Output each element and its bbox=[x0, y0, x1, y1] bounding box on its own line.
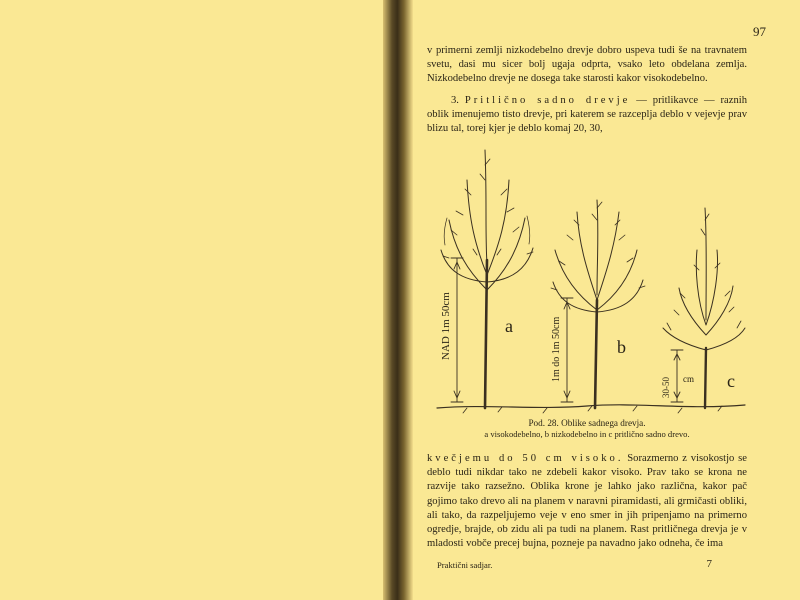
paragraph-2-prefix: 3. bbox=[451, 95, 465, 106]
paragraph-1: v primerni zemlji nizkodebelno drevje dobro uspeva tudi še na travnatem svetu, dasi mu sicer bolj ugaja odprta, vsako leto obdelana zemlja. Nizkodebelno drevje ne dosega take starosti kakor visokodebelno. bbox=[427, 45, 747, 85]
height-label-b: 1m do 1m 50cm bbox=[551, 316, 562, 382]
figure-caption-subtitle: a visokodebelno, b nizkodebelno in c pritlično sadno drevo. bbox=[484, 429, 690, 439]
footer-signature-number: 7 bbox=[706, 558, 712, 570]
paragraph-3-spaced: kvečjemu do 50 cm visoko. bbox=[427, 453, 624, 464]
tree-a bbox=[441, 150, 533, 408]
height-label-c: 30-50 bbox=[661, 377, 671, 398]
height-unit-c: cm bbox=[683, 374, 694, 384]
paragraph-3-text: Sorazmerno z visokostjo se deblo tudi nikdar tako ne zdebeli kakor visoko. Prav tako se krona ne razvije tako razsežno. Oblika krone je lahko jako različna, kakor pač gojimo tako drevo ali na planem v naravni piramidasti, ali grmičasti obliki, ali tako, da razpeljujemo veje v eno smer in jih pripenjamo na primerno ogredje, brajde, ob zidu ali pa tudi na planem. Rast pritličnega drevja je v mladosti vobče precej bujna, pozneje pa navadno jako odneha, če ima bbox=[427, 453, 747, 550]
paragraph-2-text: — pritlikavce — raznih oblik imenujemo tisto drevje, pri katerem se razceplja deblo v vejevje prav blizu tal, torej kjer je deblo komaj 20, 30, bbox=[427, 95, 747, 135]
label-a: a bbox=[505, 316, 513, 336]
tree-b bbox=[551, 200, 645, 408]
height-marker-b bbox=[561, 298, 573, 402]
figure-caption-title: Pod. 28. Oblike sadnega drevja. bbox=[528, 418, 646, 428]
paragraph-2 bbox=[427, 94, 747, 137]
ground-hatching bbox=[463, 406, 722, 413]
height-marker-a bbox=[451, 258, 463, 402]
right-page bbox=[413, 0, 800, 600]
tree-forms-figure bbox=[427, 140, 747, 415]
footer-book-title: Praktični sadjar. bbox=[437, 560, 493, 570]
height-marker-c bbox=[671, 350, 683, 402]
height-label-a: NAD 1m 50cm bbox=[440, 292, 452, 360]
page-number: 97 bbox=[753, 24, 766, 39]
paragraph-2-heading: Pritlično sadno drevje bbox=[464, 95, 631, 106]
label-c: c bbox=[727, 371, 735, 391]
paragraph-3 bbox=[427, 452, 747, 551]
left-page-blank bbox=[0, 0, 383, 600]
label-b: b bbox=[617, 337, 626, 357]
book-gutter bbox=[383, 0, 413, 600]
